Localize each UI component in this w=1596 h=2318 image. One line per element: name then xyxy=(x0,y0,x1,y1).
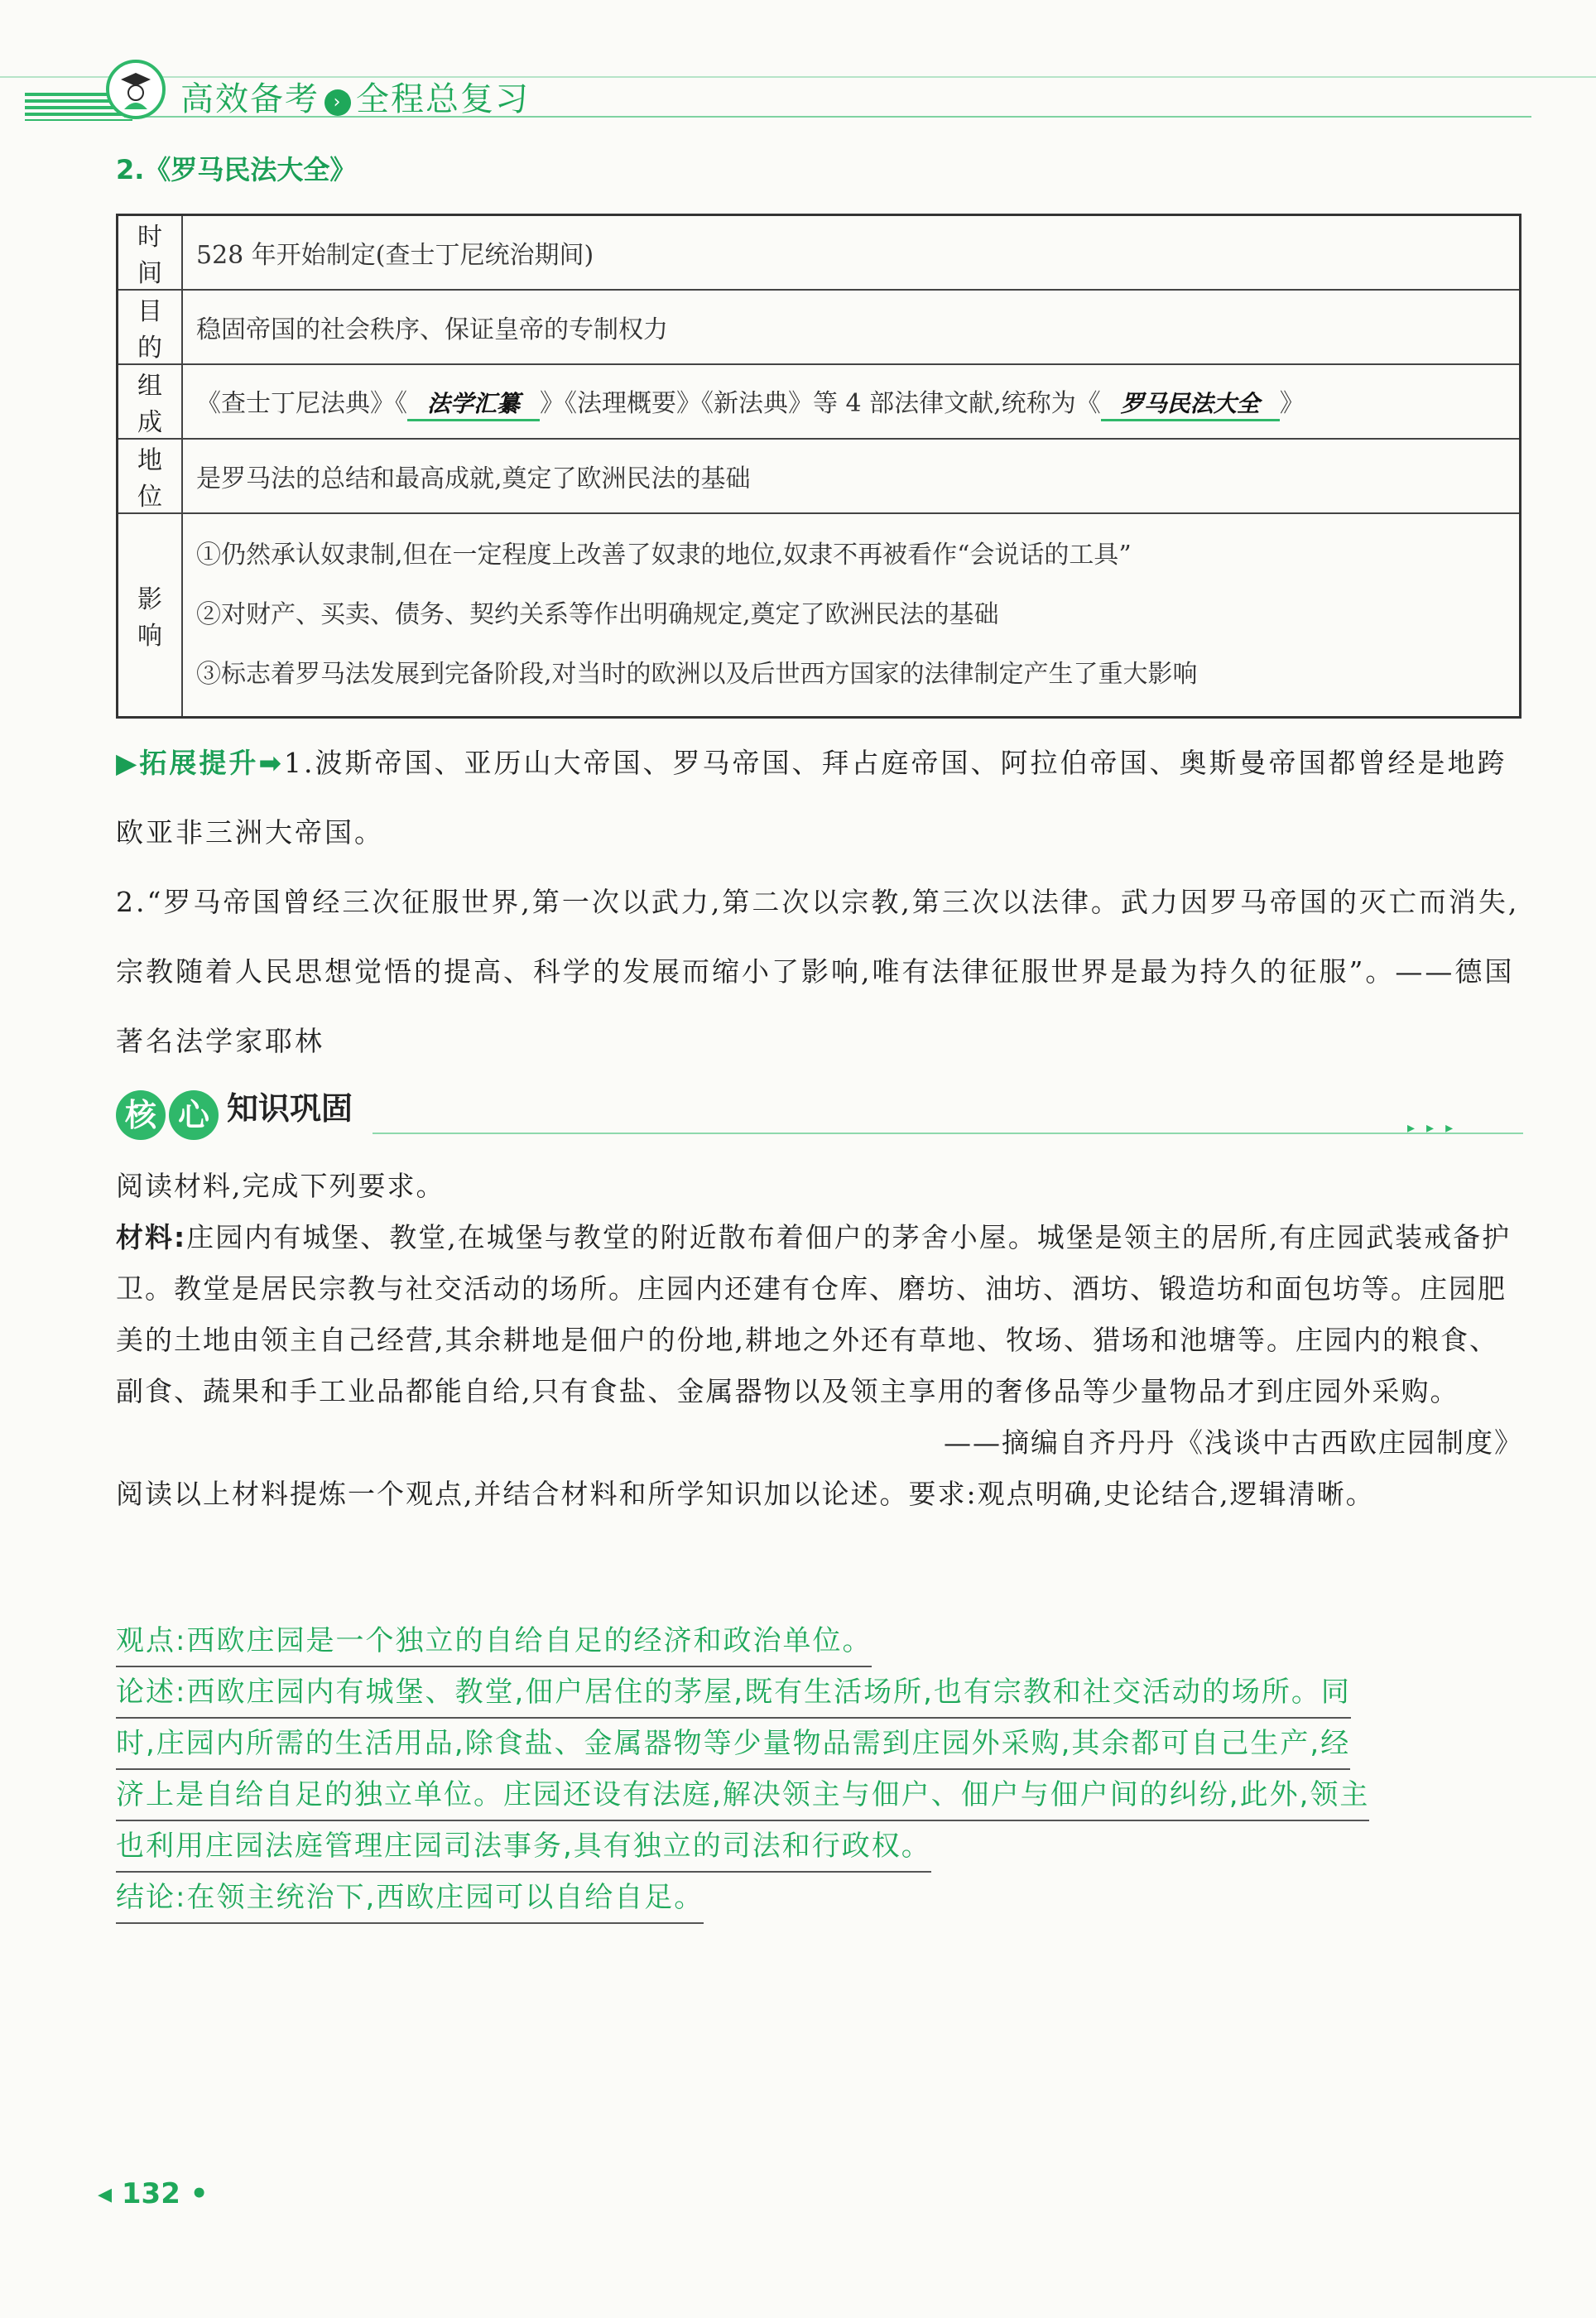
answer-line: 济上是自给自足的独立单位。庄园还设有法庭,解决领主与佃户、佃户与佃户间的纠纷,此外,领主 xyxy=(116,1770,1369,1821)
row-value: 528 年开始制定(查士丁尼统治期间) xyxy=(182,215,1521,291)
expand-paragraph-1 xyxy=(116,729,1523,868)
core-knowledge-heading xyxy=(116,1083,353,1140)
impact-item: ②对财产、买卖、债务、契约关系等作出明确规定,奠定了欧洲民法的基础 xyxy=(196,599,999,629)
material-text: 庄园内有城堡、教堂,在城堡与教堂的附近散布着佃户的茅舍小屋。城堡是领主的居所,有庄园武装戒备护卫。教堂是居民宗教与社交活动的场所。庄园内还建有仓库、磨坊、油坊、酒坊、锻造坊和面包坊等。庄园肥美的土地由领主自己经营,其余耕地是佃户的份地,耕地之外还有草地、牧场、猎场和池塘等。庄园内的粮食、副食、蔬果和手工业品都能自给,只有食盐、金属器物以及领主享用的奢侈品等少量物品才到庄园外采购。 xyxy=(116,1221,1512,1407)
expand-text-1: 1.波斯帝国、亚历山大帝国、罗马帝国、拜占庭帝国、阿拉伯帝国、奥斯曼帝国都曾经是地跨欧亚非三洲大帝国。 xyxy=(116,747,1507,849)
exercise-body xyxy=(116,1161,1523,1520)
expand-section xyxy=(116,729,1523,1076)
table-row xyxy=(118,364,1521,439)
exercise-instruction: 阅读材料,完成下列要求。 xyxy=(116,1170,445,1202)
core-title: 知识巩固 xyxy=(227,1090,353,1127)
composition-text-1: 《查士丁尼法典》《 xyxy=(196,388,407,418)
row-key: 目的 xyxy=(118,290,183,364)
answer-line: 时,庄园内所需的生活用品,除食盐、金属器物等少量物品需到庄园外采购,其余都可自己生产,经 xyxy=(116,1719,1350,1770)
chevron-right-icon: › xyxy=(324,89,351,116)
answer-line: 也利用庄园法庭管理庄园司法事务,具有独立的司法和行政权。 xyxy=(116,1821,931,1873)
row-value: 稳固帝国的社会秩序、保证皇帝的专制权力 xyxy=(182,290,1521,364)
fill-blank-answer-2: 罗马民法大全 xyxy=(1101,386,1280,421)
material-paragraph xyxy=(116,1212,1523,1417)
table-row xyxy=(118,439,1521,513)
row-key: 地位 xyxy=(118,439,183,513)
row-value: 是罗马法的总结和最高成就,奠定了欧洲民法的基础 xyxy=(182,439,1521,513)
material-label: 材料: xyxy=(116,1221,187,1253)
table-row xyxy=(118,513,1521,717)
answer-line: 观点:西欧庄园是一个独立的自给自足的经济和政治单位。 xyxy=(116,1616,872,1667)
answer-line: 结论:在领主统治下,西欧庄园可以自给自足。 xyxy=(116,1873,704,1924)
core-arrow-dots: ▸▸▸ xyxy=(1407,1119,1465,1137)
section-title: 2.《罗马民法大全》 xyxy=(116,154,357,185)
row-key: 时间 xyxy=(118,215,183,291)
impact-item: ③标志着罗马法发展到完备阶段,对当时的欧洲以及后世西方国家的法律制定产生了重大影响 xyxy=(196,659,1198,689)
table-row xyxy=(118,290,1521,364)
answer-line: 论述:西欧庄园内有城堡、教堂,佃户居住的茅屋,既有生活场所,也有宗教和社交活动的场所。同 xyxy=(116,1667,1351,1719)
roman-law-table xyxy=(116,214,1521,719)
composition-text-3: 》 xyxy=(1279,388,1305,418)
row-key: 影响 xyxy=(118,513,183,717)
header-title-right: 全程总复习 xyxy=(356,80,530,118)
row-value xyxy=(182,513,1521,717)
core-char-1: 核 xyxy=(116,1090,166,1140)
expand-label: ▶拓展提升➡ xyxy=(116,747,285,779)
row-value xyxy=(182,364,1521,439)
graduate-icon xyxy=(106,60,166,119)
core-char-2: 心 xyxy=(169,1090,219,1140)
page-number: ◂ 132 • xyxy=(98,2177,209,2210)
header-title xyxy=(180,73,530,120)
expand-paragraph-2: 2.“罗马帝国曾经三次征服世界,第一次以武力,第二次以宗教,第三次以法律。武力因罗马帝国的灭亡而消失,宗教随着人民思想觉悟的提高、科学的发展而缩小了影响,唯有法律征服世界是最为持久的征服”。——德国著名法学家耶林 xyxy=(116,886,1520,1057)
fill-blank-answer-1: 法学汇纂 xyxy=(407,386,540,421)
material-source: ——摘编自齐丹丹《浅谈中古西欧庄园制度》 xyxy=(944,1426,1523,1459)
impact-item: ①仍然承认奴隶制,但在一定程度上改善了奴隶的地位,奴隶不再被看作“会说话的工具” xyxy=(196,540,1132,570)
header-title-left: 高效备考 xyxy=(180,80,320,118)
exercise-question: 阅读以上材料提炼一个观点,并结合材料和所学知识加以论述。要求:观点明确,史论结合,逻辑清晰。 xyxy=(116,1478,1375,1510)
composition-text-2: 》《法理概要》《新法典》等 4 部法律文献,统称为《 xyxy=(540,388,1101,418)
table-row xyxy=(118,215,1521,291)
core-rule xyxy=(373,1133,1523,1134)
row-key: 组成 xyxy=(118,364,183,439)
answer-section xyxy=(116,1616,1523,1924)
